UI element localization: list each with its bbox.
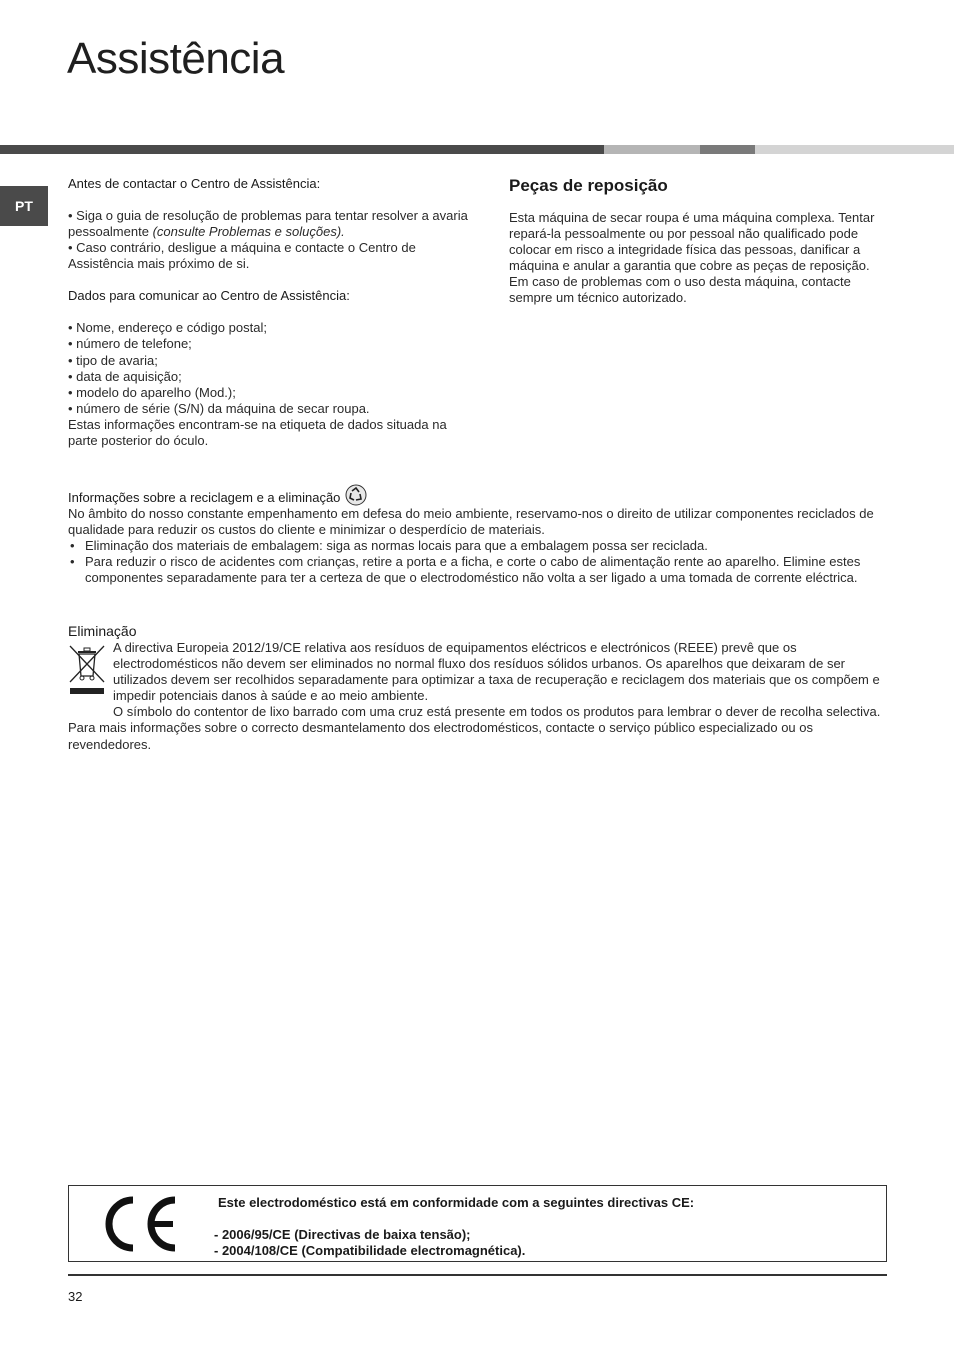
ce-line-2: - 2006/95/CE (Directivas de baixa tensão); [214, 1227, 471, 1242]
list-item: • número de série (S/N) da máquina de secar roupa. [68, 400, 370, 416]
ce-conformity-box [68, 1185, 887, 1262]
page-number: 32 [68, 1289, 83, 1304]
header-bar-mid [700, 145, 755, 154]
left-column [68, 176, 468, 449]
spare-parts-text-2: Em caso de problemas com o uso desta máquina, contacte sempre um técnico autorizado. [509, 274, 851, 306]
list-item: • tipo de avaria; [68, 352, 158, 368]
item-contact-center: • Caso contrário, desligue a máquina e contacte o Centro de Assistência mais próximo de si. [68, 240, 416, 272]
recycle-icon [344, 484, 368, 506]
recycling-heading-row [68, 484, 888, 506]
right-column [509, 176, 889, 307]
header-bar-pale [755, 145, 954, 154]
list-item: • Eliminação dos materiais de embalagem: siga as normas locais para que a embalagem possa ser reciclada. [68, 538, 888, 554]
item-follow-guide-text: • Siga o guia de resolução de problemas para tentar resolver a avaria pessoalmente [68, 208, 468, 240]
recycling-intro: No âmbito do nosso constante empenhamento em defesa do meio ambiente, reservamo-nos o direito de utilizar componentes reciclados de qualidade para reduzir os custos do cliente e minimizar o desperdício de materiais. [68, 506, 874, 538]
label-location-note: Estas informações encontram-se na etiqueta de dados situada na parte posterior do óculo. [68, 416, 447, 449]
page-title: Assistência [67, 34, 285, 83]
disposal-section [68, 622, 888, 753]
header-bar-dark [0, 145, 604, 154]
spare-parts-title: Peças de reposição [509, 176, 668, 195]
header-bar-light [604, 145, 700, 154]
list-item: • número de telefone; [68, 336, 192, 352]
list-item: • Para reduzir o risco de acidentes com crianças, retire a porta e a ficha, e corte o cabo de alimentação rente ao aparelho. Elimine estes componentes separadamente para ter a certeza de que o electrodoméstico não volta a ser ligado a uma tomada de corrente eléctrica. [68, 554, 888, 586]
footer-divider [68, 1274, 887, 1276]
disposal-paragraph-1: A directiva Europeia 2012/19/CE relativa aos resíduos de equipamentos eléctricos e electrónicos (REEE) prevê que os electrodomésticos não devem ser eliminados no normal fluxo dos resíduos sólidos urbanos. Os aparelhos que deixaram de ser utilizados devem ser recolhidos separadamente para optimizar a taxa de recuperação e reciclagem dos materiais que os compõem e impedir potenciais danos à saúde e ao meio ambiente. [113, 640, 880, 704]
recycling-heading: Informações sobre a reciclagem e a eliminação [68, 490, 341, 505]
language-tab: PT [0, 186, 48, 226]
ce-line-1: Este electrodoméstico está em conformidade com a seguintes directivas CE: [218, 1195, 695, 1210]
ce-line-3: - 2004/108/CE (Compatibilidade electromagnética). [214, 1243, 526, 1258]
list-item: • Nome, endereço e código postal; [68, 320, 267, 336]
item-follow-guide [68, 208, 468, 240]
item-follow-guide-ref: (consulte Problemas e soluções). [152, 224, 345, 240]
list-item: • modelo do aparelho (Mod.); [68, 384, 236, 400]
spare-parts-text: Esta máquina de secar roupa é uma máquina complexa. Tentar repará-la pessoalmente ou por pessoal não qualificado pode colocar em risco a integridade física das pessoas, danificar a máquina e anular a garantia que cobre as peças de reposição. [509, 210, 875, 274]
ce-text [214, 1195, 694, 1259]
list-item: • data de aquisição; [68, 368, 182, 384]
ce-mark-icon [99, 1194, 181, 1254]
before-contact-heading: Antes de contactar o Centro de Assistência: [68, 176, 321, 191]
data-to-communicate-heading: Dados para comunicar ao Centro de Assistência: [68, 288, 350, 304]
recycling-section [68, 484, 888, 586]
disposal-heading: Eliminação [68, 623, 137, 639]
disposal-paragraph-2: O símbolo do contentor de lixo barrado com uma cruz está presente em todos os produtos para lembrar o dever de recolha selectiva. Para mais informações sobre o correcto desmantelamento dos electrodomésticos, contacte o serviço público especializado ou os revendedores. [68, 704, 881, 752]
crossed-bin-icon [68, 644, 106, 696]
